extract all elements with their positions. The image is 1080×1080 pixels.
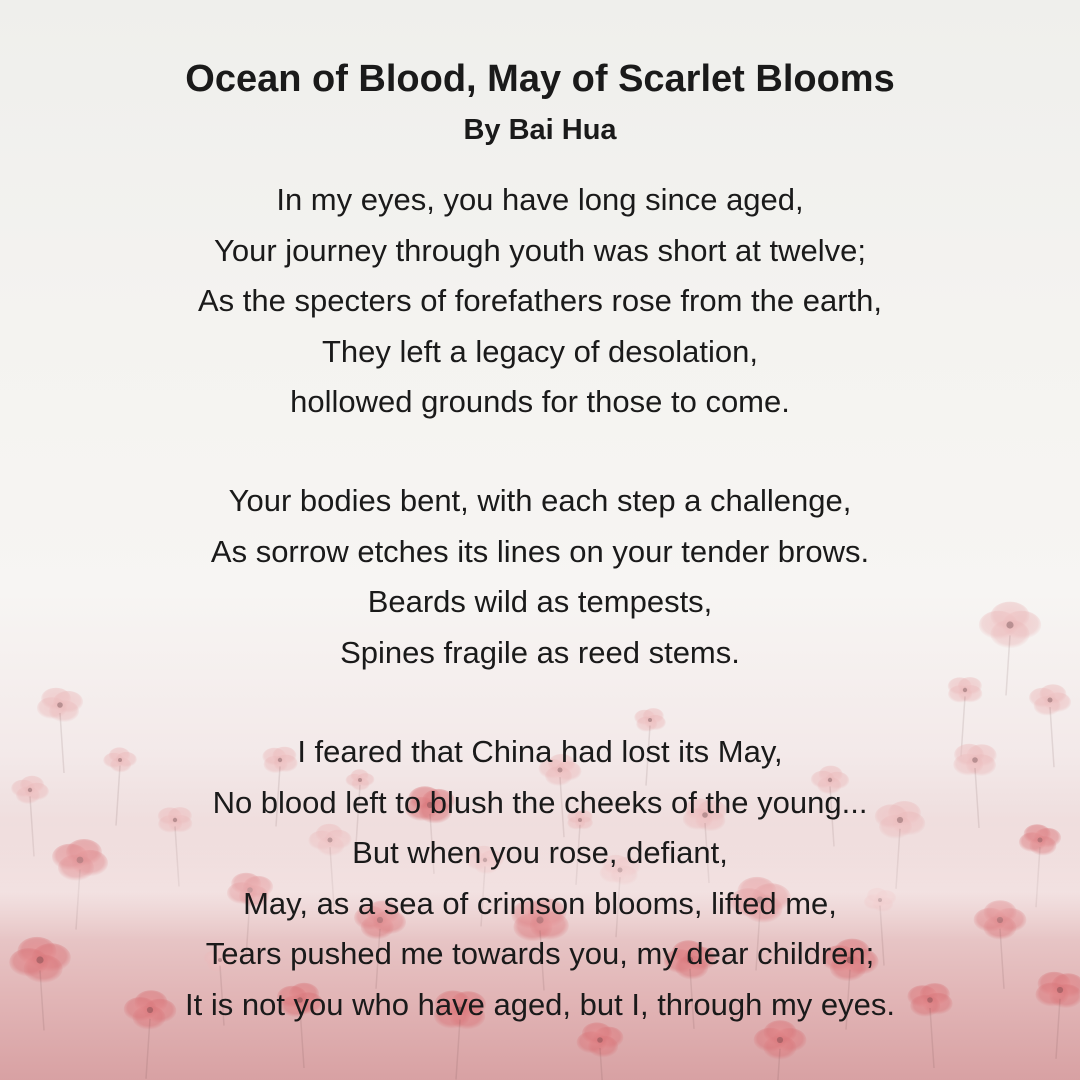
poppy-icon [577,1022,624,1080]
poem-line: hollowed grounds for those to come. [290,384,790,419]
poem-line: As sorrow etches its lines on your tender brows. [210,533,870,569]
stanza-3 [0,727,1080,1030]
poem-author: By Bai Hua [463,114,617,146]
poem-line: No blood left to blush the cheeks of the young... [212,784,868,820]
stanza-1 [0,175,1080,428]
poem-line: I feared that China had lost its May, [297,734,783,769]
poem-line: As the specters of forefathers rose from the earth, [197,283,883,318]
poem-line: They left a legacy of desolation, [322,333,758,369]
poem-line: It is not you who have aged, but I, through my eyes. [185,986,895,1022]
poem-line: Beards wild as tempests, [367,584,713,619]
poem-line: Your bodies bent, with each step a challenge, [228,483,852,518]
poem-line: Spines fragile as reed stems. [340,634,740,670]
stanza-2 [0,476,1080,678]
poem-line: But when you rose, defiant, [352,835,728,870]
poem-line: Tears pushed me towards you, my dear children; [205,936,875,971]
poem-title: Ocean of Blood, May of Scarlet Blooms [185,58,895,100]
poem-line: May, as a sea of crimson blooms, lifted me, [243,885,837,921]
poem-line: Your journey through youth was short at twelve; [214,232,866,268]
poem-line: In my eyes, you have long since aged, [276,182,804,217]
